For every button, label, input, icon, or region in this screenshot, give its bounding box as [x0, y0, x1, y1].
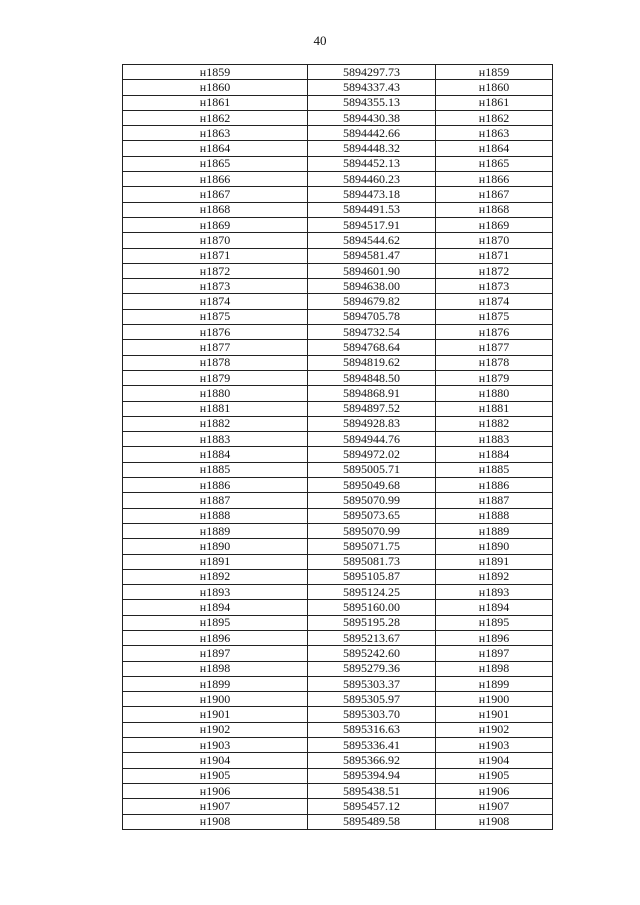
point-id-cell: н1888: [123, 508, 308, 523]
point-id-cell: н1864: [123, 141, 308, 156]
coordinate-cell: 5895457.12: [308, 799, 436, 814]
coordinate-cell: 5894452.13: [308, 156, 436, 171]
point-id-cell: н1898: [123, 661, 308, 676]
point-ref-cell: н1892: [436, 569, 553, 584]
table-row: [123, 187, 553, 202]
point-id-cell: н1860: [123, 80, 308, 95]
point-id-cell: н1879: [123, 370, 308, 385]
point-ref-cell: н1884: [436, 447, 553, 462]
point-id-cell: н1877: [123, 340, 308, 355]
table-row: [123, 294, 553, 309]
table-row: [123, 692, 553, 707]
point-ref-cell: н1903: [436, 738, 553, 753]
table-row: [123, 722, 553, 737]
point-id-cell: н1880: [123, 386, 308, 401]
table-row: [123, 462, 553, 477]
point-ref-cell: н1877: [436, 340, 553, 355]
point-ref-cell: н1871: [436, 248, 553, 263]
point-id-cell: н1893: [123, 585, 308, 600]
point-ref-cell: н1895: [436, 615, 553, 630]
coordinate-cell: 5895160.00: [308, 600, 436, 615]
table-row: [123, 172, 553, 187]
point-id-cell: н1887: [123, 493, 308, 508]
point-id-cell: н1871: [123, 248, 308, 263]
point-ref-cell: н1900: [436, 692, 553, 707]
coordinate-cell: 5894544.62: [308, 233, 436, 248]
point-ref-cell: н1902: [436, 722, 553, 737]
table-row: [123, 814, 553, 829]
table-row: [123, 508, 553, 523]
coordinate-cell: 5895303.70: [308, 707, 436, 722]
point-id-cell: н1884: [123, 447, 308, 462]
table-row: [123, 432, 553, 447]
point-ref-cell: н1866: [436, 172, 553, 187]
point-ref-cell: н1875: [436, 309, 553, 324]
point-id-cell: н1905: [123, 768, 308, 783]
coordinate-cell: 5894491.53: [308, 202, 436, 217]
point-id-cell: н1866: [123, 172, 308, 187]
point-ref-cell: н1873: [436, 279, 553, 294]
point-ref-cell: н1885: [436, 462, 553, 477]
point-ref-cell: н1861: [436, 95, 553, 110]
point-ref-cell: н1897: [436, 646, 553, 661]
coordinate-cell: 5895070.99: [308, 493, 436, 508]
coordinate-cell: 5894679.82: [308, 294, 436, 309]
coordinate-cell: 5894473.18: [308, 187, 436, 202]
table-row: [123, 585, 553, 600]
coordinate-cell: 5894460.23: [308, 172, 436, 187]
point-id-cell: н1885: [123, 462, 308, 477]
point-id-cell: н1876: [123, 325, 308, 340]
point-id-cell: н1903: [123, 738, 308, 753]
table-row: [123, 676, 553, 691]
table-row: [123, 738, 553, 753]
point-id-cell: н1859: [123, 65, 308, 80]
table-row: [123, 279, 553, 294]
coordinates-table: [122, 64, 553, 830]
point-ref-cell: н1862: [436, 110, 553, 125]
table-row: [123, 646, 553, 661]
point-ref-cell: н1904: [436, 753, 553, 768]
point-ref-cell: н1869: [436, 217, 553, 232]
point-id-cell: н1890: [123, 539, 308, 554]
coordinate-cell: 5894355.13: [308, 95, 436, 110]
point-ref-cell: н1906: [436, 783, 553, 798]
point-id-cell: н1899: [123, 676, 308, 691]
coordinate-cell: 5895438.51: [308, 783, 436, 798]
point-ref-cell: н1863: [436, 126, 553, 141]
point-ref-cell: н1886: [436, 478, 553, 493]
table-row: [123, 263, 553, 278]
coordinate-cell: 5895489.58: [308, 814, 436, 829]
point-id-cell: н1865: [123, 156, 308, 171]
point-ref-cell: н1868: [436, 202, 553, 217]
table-row: [123, 309, 553, 324]
table-row: [123, 340, 553, 355]
point-ref-cell: н1907: [436, 799, 553, 814]
point-id-cell: н1873: [123, 279, 308, 294]
point-ref-cell: н1882: [436, 416, 553, 431]
point-id-cell: н1863: [123, 126, 308, 141]
point-id-cell: н1886: [123, 478, 308, 493]
coordinate-cell: 5894448.32: [308, 141, 436, 156]
table-row: [123, 447, 553, 462]
table-row: [123, 768, 553, 783]
point-id-cell: н1896: [123, 630, 308, 645]
point-ref-cell: н1872: [436, 263, 553, 278]
point-ref-cell: н1878: [436, 355, 553, 370]
coordinate-cell: 5894944.76: [308, 432, 436, 447]
table-row: [123, 110, 553, 125]
table-row: [123, 416, 553, 431]
point-ref-cell: н1901: [436, 707, 553, 722]
table-row: [123, 355, 553, 370]
point-ref-cell: н1881: [436, 401, 553, 416]
coordinate-cell: 5895005.71: [308, 462, 436, 477]
point-id-cell: н1895: [123, 615, 308, 630]
table-row: [123, 600, 553, 615]
table-row: [123, 80, 553, 95]
coordinate-cell: 5895366.92: [308, 753, 436, 768]
coordinate-cell: 5894732.54: [308, 325, 436, 340]
point-ref-cell: н1864: [436, 141, 553, 156]
coordinate-cell: 5894848.50: [308, 370, 436, 385]
coordinate-cell: 5895105.87: [308, 569, 436, 584]
coordinate-cell: 5894581.47: [308, 248, 436, 263]
coordinate-cell: 5895213.67: [308, 630, 436, 645]
coordinate-cell: 5895071.75: [308, 539, 436, 554]
point-id-cell: н1868: [123, 202, 308, 217]
point-id-cell: н1897: [123, 646, 308, 661]
table-row: [123, 386, 553, 401]
table-row: [123, 233, 553, 248]
point-id-cell: н1881: [123, 401, 308, 416]
point-ref-cell: н1883: [436, 432, 553, 447]
table-row: [123, 478, 553, 493]
coordinate-cell: 5894768.64: [308, 340, 436, 355]
point-id-cell: н1874: [123, 294, 308, 309]
point-id-cell: н1870: [123, 233, 308, 248]
point-id-cell: н1869: [123, 217, 308, 232]
point-ref-cell: н1867: [436, 187, 553, 202]
point-ref-cell: н1899: [436, 676, 553, 691]
point-ref-cell: н1860: [436, 80, 553, 95]
coordinate-cell: 5894705.78: [308, 309, 436, 324]
point-ref-cell: н1865: [436, 156, 553, 171]
page-number: 40: [313, 33, 327, 48]
point-id-cell: н1883: [123, 432, 308, 447]
table-row: [123, 248, 553, 263]
point-id-cell: н1902: [123, 722, 308, 737]
table-row: [123, 569, 553, 584]
table-row: [123, 65, 553, 80]
table-row: [123, 630, 553, 645]
point-ref-cell: н1888: [436, 508, 553, 523]
point-ref-cell: н1859: [436, 65, 553, 80]
point-ref-cell: н1880: [436, 386, 553, 401]
coordinate-cell: 5895279.36: [308, 661, 436, 676]
coordinate-cell: 5895195.28: [308, 615, 436, 630]
coordinate-cell: 5895303.37: [308, 676, 436, 691]
coordinate-cell: 5895242.60: [308, 646, 436, 661]
point-id-cell: н1892: [123, 569, 308, 584]
table-row: [123, 539, 553, 554]
coordinate-cell: 5895394.94: [308, 768, 436, 783]
table-row: [123, 217, 553, 232]
table-row: [123, 554, 553, 569]
coordinate-cell: 5894638.00: [308, 279, 436, 294]
coordinate-cell: 5894517.91: [308, 217, 436, 232]
coordinate-cell: 5895073.65: [308, 508, 436, 523]
coordinate-cell: 5894868.91: [308, 386, 436, 401]
point-id-cell: н1907: [123, 799, 308, 814]
table-row: [123, 95, 553, 110]
coordinate-cell: 5895124.25: [308, 585, 436, 600]
point-ref-cell: н1876: [436, 325, 553, 340]
coordinate-cell: 5894928.83: [308, 416, 436, 431]
point-ref-cell: н1905: [436, 768, 553, 783]
coordinate-cell: 5894297.73: [308, 65, 436, 80]
coordinate-cell: 5894601.90: [308, 263, 436, 278]
point-id-cell: н1872: [123, 263, 308, 278]
point-id-cell: н1891: [123, 554, 308, 569]
coordinate-cell: 5895336.41: [308, 738, 436, 753]
table-row: [123, 799, 553, 814]
coordinate-cell: 5895070.99: [308, 523, 436, 538]
coordinate-cell: 5895305.97: [308, 692, 436, 707]
table-row: [123, 783, 553, 798]
table-row: [123, 126, 553, 141]
point-id-cell: н1894: [123, 600, 308, 615]
point-ref-cell: н1891: [436, 554, 553, 569]
coordinate-cell: 5894337.43: [308, 80, 436, 95]
coordinate-cell: 5895081.73: [308, 554, 436, 569]
point-id-cell: н1904: [123, 753, 308, 768]
point-id-cell: н1861: [123, 95, 308, 110]
point-ref-cell: н1887: [436, 493, 553, 508]
coordinate-cell: 5894442.66: [308, 126, 436, 141]
point-ref-cell: н1908: [436, 814, 553, 829]
coordinate-cell: 5895316.63: [308, 722, 436, 737]
point-ref-cell: н1893: [436, 585, 553, 600]
table-row: [123, 141, 553, 156]
point-id-cell: н1862: [123, 110, 308, 125]
point-ref-cell: н1890: [436, 539, 553, 554]
table-row: [123, 370, 553, 385]
point-ref-cell: н1898: [436, 661, 553, 676]
point-id-cell: н1875: [123, 309, 308, 324]
point-id-cell: н1901: [123, 707, 308, 722]
coordinate-cell: 5895049.68: [308, 478, 436, 493]
table-row: [123, 523, 553, 538]
coordinate-cell: 5894819.62: [308, 355, 436, 370]
coordinate-cell: 5894897.52: [308, 401, 436, 416]
point-ref-cell: н1870: [436, 233, 553, 248]
table-row: [123, 707, 553, 722]
coordinate-cell: 5894972.02: [308, 447, 436, 462]
point-id-cell: н1878: [123, 355, 308, 370]
table-row: [123, 202, 553, 217]
point-id-cell: н1908: [123, 814, 308, 829]
table-row: [123, 661, 553, 676]
coordinate-cell: 5894430.38: [308, 110, 436, 125]
point-id-cell: н1906: [123, 783, 308, 798]
table-row: [123, 156, 553, 171]
table-row: [123, 493, 553, 508]
table-row: [123, 615, 553, 630]
point-ref-cell: н1896: [436, 630, 553, 645]
point-ref-cell: н1894: [436, 600, 553, 615]
point-id-cell: н1882: [123, 416, 308, 431]
point-id-cell: н1867: [123, 187, 308, 202]
table-row: [123, 753, 553, 768]
point-id-cell: н1900: [123, 692, 308, 707]
table-row: [123, 325, 553, 340]
point-ref-cell: н1879: [436, 370, 553, 385]
point-ref-cell: н1874: [436, 294, 553, 309]
coordinates-table-body: [123, 65, 553, 830]
point-id-cell: н1889: [123, 523, 308, 538]
point-ref-cell: н1889: [436, 523, 553, 538]
table-row: [123, 401, 553, 416]
